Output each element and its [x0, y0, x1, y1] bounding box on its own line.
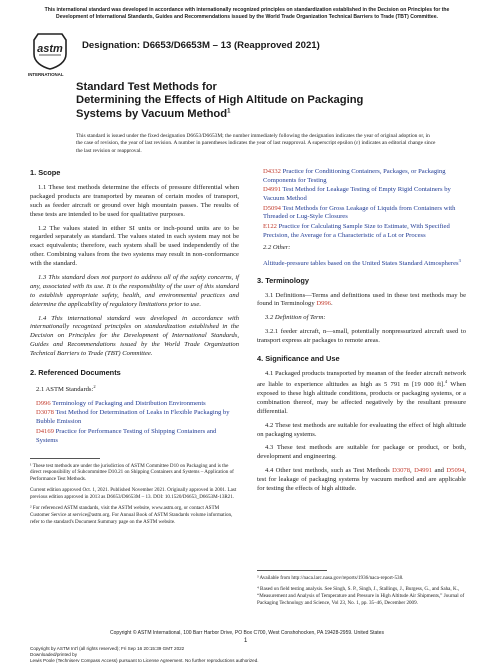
footnote-1: ¹ These test methods are under the jurisdiction of ASTM Committee D10 on Packaging and is the direct responsibility of Subcommittee D10.21 on Shipping Containers and Systems – Application of Performance Test Methods.	[30, 462, 234, 483]
other-subheading: 2.2 Other:	[263, 243, 291, 251]
reference-item[interactable]: D5094 Test Methods for Gross Leakage of Liquids from Containers with Threaded or Lug-Style Closures	[263, 204, 456, 221]
reference-item[interactable]: E122 Practice for Calculating Sample Size to Estimate, With Specified Precision, the Average for a Characteristic of a Lot or Process	[263, 222, 450, 239]
footnote-divider	[30, 458, 100, 459]
reference-item[interactable]: D4332 Practice for Conditioning Containers, Packages, or Packaging Components for Testing	[263, 168, 446, 184]
para-4-3: 4.3 These test methods are suitable for package or product, or both, development and engineering.	[257, 444, 466, 461]
reference-item[interactable]: D4169 Practice for Performance Testing of Shipping Containers and Systems	[36, 427, 217, 444]
para-4-2: 4.2 These test methods are suitable for evaluating the effect of high altitude on packaging systems.	[257, 421, 466, 438]
footnote-2: ² For referenced ASTM standards, visit the ASTM website, www.astm.org, or contact ASTM Customer Service at service@astm.org. For Annual Book of ASTM Standards volume information, refer to the standard's Document Summary page on the ASTM website.	[30, 504, 233, 525]
footnote-divider	[257, 570, 327, 571]
reference-item[interactable]: D4991 Test Method for Leakage Testing of Empty Rigid Containers by Vacuum Method	[263, 186, 451, 203]
astm-logo-icon	[30, 30, 70, 70]
logo-caption: INTERNATIONAL	[28, 72, 64, 77]
download-watermark: Copyright by ASTM Int'l (all rights reserved); Fri Sep 16 20:15:39 GMT 2022 Downloaded/printed by Lewis Poole (Techniserv Compass Access) pursuant to License Agreement. No further reproductions authorized.	[30, 646, 259, 663]
right-footnotes	[257, 566, 466, 611]
document-title: Standard Test Methods for Determining the Effects of High Altitude on Packaging Systems by Vacuum Method$^1$	[76, 81, 364, 120]
para-3-2: 3.2 Definition of Term:	[265, 314, 326, 322]
reference-item[interactable]: D996 Terminology of Packaging and Distribution Environments	[36, 400, 206, 408]
para-4-4: 4.4 Other test methods, such as Test Methods D3078, D4991 and D5094, test for leakage of packaging systems by vacuum method and are applicable for testing the effects of high altitude.	[257, 467, 466, 492]
para-1-2: 1.2 The values stated in either SI units or inch-pound units are to be regarded separately as standard. The values stated in each system may not be exact equivalents; therefore, each system shall be used independently of the other. Combining values from the two systems may result in non-conformance with the standard.	[30, 224, 239, 268]
left-column	[30, 168, 239, 530]
issue-note: This standard is issued under the fixed designation D6653/D6653M; the number immediately following the designation indicates the year of original adoption or, in the case of revision, the year of last revision. A number in parentheses indicates the year of last reapproval. A superscript epsilon (ε) indicates an editorial change since the last revision or reapproval.	[76, 133, 436, 154]
section-references-heading: 2. Referenced Documents	[30, 368, 121, 378]
wto-notice: This international standard was developed in accordance with internationally recognized principles on standardization established in the Decision on Principles for the Development of International Standards, Guides and Recommendations issued by the World Trade Organization Technical Barriers to Trade (TBT) Committee.	[44, 7, 450, 20]
astm-standards-subheading: 2.1 ASTM Standards:$^2$	[36, 384, 96, 394]
para-4-1: 4.1 Packaged products transported by meansn of the feeder aircraft network are liable to experience altitudes as high as 5 791 m [19 000 ft].$^4$ When exposed to these high altitude conditions, products or packaging systems, or a combination thereof, may be affected negatively by the resultant pressure differential.	[257, 370, 466, 415]
section-scope-heading: 1. Scope	[30, 168, 61, 177]
footnote-3: ³ Available from http://naca.larc.nasa.gov/reports/1936/naca-report-538.	[257, 575, 404, 581]
footnote-4: ⁴ Based on field testing analysis. See Singh, S. P., Singh, J., Stallings, J., Burgess, G., and Saha, K., “Measurement and Analysis of Temperature and Pressure in High Altitude Air Shipments,” Journal of Packaging Technology and Science, Vol 23, No. 1, pp. 35–46, December 2009.	[257, 585, 465, 606]
section-significance-heading: 4. Significance and Use	[257, 354, 340, 364]
page-number: 1	[244, 638, 248, 644]
para-3-1: 3.1 Definitions—Terms and definitions used in these test methods may be found in Terminology D996.	[257, 291, 466, 308]
para-1-4: 1.4 This international standard was developed in accordance with internationally recognized principles on standardization established in the Decision on Principles for the Development of International Standards, Guides and Recommendations issued by the World Trade Organization Technical Barriers to Trade (TBT) Committee.	[30, 314, 239, 358]
para-3-2-1: 3.2.1 feeder aircraft, n—small, potentially nonpressurized aircraft used to transport express air packages to remote areas.	[257, 328, 466, 345]
reference-item[interactable]: D3078 Test Method for Determination of Leaks in Flexible Packaging by Bubble Emission	[36, 409, 230, 426]
para-1-3: 1.3 This standard does not purport to address all of the safety concerns, if any, associated with its use. It is the responsibility of the user of this standard to establish appropriate safety, health, and environmental practices and determine the applicability of regulatory limitations prior to use.	[30, 274, 239, 308]
section-terminology-heading: 3. Terminology	[257, 275, 310, 285]
designation: Designation: D6653/D6653M – 13 (Reapproved 2021)	[82, 40, 320, 51]
para-1-1: 1.1 These test methods determine the effects of pressure differential when packaged products are transported by meansn of certain modes of transport, such as feeder aircraft or ground over high mountain passes. The results of these tests are intended to be used for qualitative purposes.	[30, 183, 239, 218]
svg-text:astm: astm	[37, 43, 63, 55]
other-reference[interactable]: Altitude-pressure tables based on the United States Standard Atmospheres$^3$	[263, 257, 461, 267]
copyright-line: Copyright © ASTM International, 100 Barr Harbor Drive, PO Box C700, West Conshohocken, PA 19428-2959. United States	[110, 630, 384, 636]
footnote-1-edition: Current edition approved Oct. 1, 2021. Published November 2021. Originally approved in 2001. Last previous edition approved in 2013 as D6653/D6653M – 13. DOI: 10.1520/D6653_D6653M-13R21.	[30, 487, 237, 501]
right-column	[257, 168, 466, 499]
